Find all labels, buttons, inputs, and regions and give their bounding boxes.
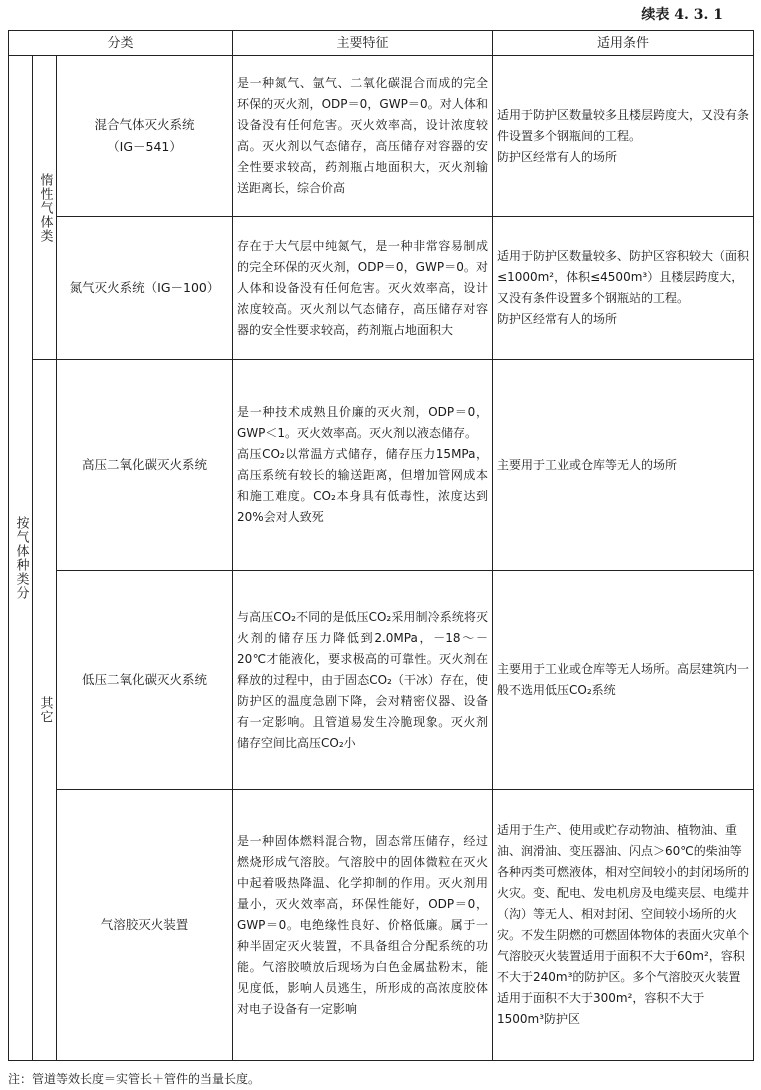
system-name: 低压二氧化碳灭火系统 (57, 571, 233, 790)
system-conditions: 适用于防护区数量较多且楼层跨度大，又没有条件设置多个钢瓶间的工程。 防护区经常有人的场所 (493, 56, 754, 217)
header-row (9, 31, 754, 56)
system-conditions: 主要用于工业或仓库等无人的场所 (493, 360, 754, 571)
table-row (9, 56, 754, 217)
system-features: 是一种技术成熟且价廉的灭火剂，ODP＝0，GWP＜1。灭火效率高。灭火剂以液态储存。 高压CO₂以常温方式储存，储存压力15MPa，高压系统有较长的输送距离，但增加管网成本和施工难度。CO₂本身具有低毒性，浓度达到20%会对人致死 (233, 360, 493, 571)
table-note: 注：管道等效长度＝实管长＋管件的当量长度。 (8, 1072, 261, 1086)
system-conditions: 主要用于工业或仓库等无人场所。高层建筑内一般不选用低压CO₂系统 (493, 571, 754, 790)
table-row (9, 790, 754, 1061)
fire-system-table (8, 30, 754, 1061)
system-name: 氮气灭火系统（IG－100） (57, 217, 233, 360)
system-conditions: 适用于防护区数量较多、防护区容积较大（面积≤1000m²，体积≤4500m³）且楼层跨度大，又没有条件设置多个钢瓶站的工程。 防护区经常有人的场所 (493, 217, 754, 360)
table-row (9, 217, 754, 360)
table-row (9, 571, 754, 790)
header-features: 主要特征 (233, 31, 493, 56)
header-conditions: 适用条件 (493, 31, 754, 56)
table-row (9, 360, 754, 571)
system-name: 混合气体灭火系统 （IG－541） (57, 56, 233, 217)
subgroup-other: 其它 (33, 360, 57, 1061)
subgroup-inert: 惰性气体类 (33, 56, 57, 360)
group-label: 按气体种类分 (9, 56, 33, 1061)
system-features: 是一种氮气、氩气、二氧化碳混合而成的完全环保的灭火剂，ODP＝0，GWP＝0。对人体和设备没有任何危害。灭火效率高，设计浓度较高。灭火剂以气态储存，高压储存对容器的安全性要求较高，药剂瓶占地面积大，灭火剂输送距离长，综合价高 (233, 56, 493, 217)
system-name: 高压二氧化碳灭火系统 (57, 360, 233, 571)
system-features: 存在于大气层中纯氮气，是一种非常容易制成的完全环保的灭火剂，ODP＝0，GWP＝0。对人体和设备没有任何危害。灭火效率高，设计浓度较高。灭火剂以气态储存，高压储存对容器的安全性要求较高，药剂瓶占地面积大 (233, 217, 493, 360)
system-features: 与高压CO₂不同的是低压CO₂采用制冷系统将灭火剂的储存压力降低到2.0MPa，－18～－20℃才能液化，要求极高的可靠性。灭火剂在释放的过程中，由于固态CO₂（干冰）存在，使防护区的温度急剧下降，会对精密仪器、设备有一定影响。且管道易发生冷脆现象。灭火剂储存空间比高压CO₂小 (233, 571, 493, 790)
header-category: 分类 (9, 31, 233, 56)
system-conditions: 适用于生产、使用或贮存动物油、植物油、重油、润滑油、变压器油、闪点＞60℃的柴油等各种丙类可燃液体，相对空间较小的封闭场所的火灾。变、配电、发电机房及电缆夹层、电缆井（沟）等无人、相对封闭、空间较小场所的火灾。不发生阴燃的可燃固体物体的表面火灾单个气溶胶灭火装置适用于面积不大于60m²，容积不大于240m³的防护区。多个气溶胶灭火装置适用于面积不大于300m²，容积不大于1500m³防护区 (493, 790, 754, 1061)
table-caption: 续表 4. 3. 1 (641, 7, 723, 23)
system-features: 是一种固体燃料混合物，固态常压储存，经过燃烧形成气溶胶。气溶胶中的固体微粒在灭火中起着吸热降温、化学抑制的作用。灭火剂用量小，灭火效率高，环保性能好，ODP＝0，GWP＝0。电绝缘性良好、价格低廉。属于一种半固定灭火装置，不具备组合分配系统的功能。气溶胶喷放后现场为白色金属盐粉末，能见度低，影响人员逃生，所形成的高浓度胶体对电子设备有一定影响 (233, 790, 493, 1061)
system-name: 气溶胶灭火装置 (57, 790, 233, 1061)
